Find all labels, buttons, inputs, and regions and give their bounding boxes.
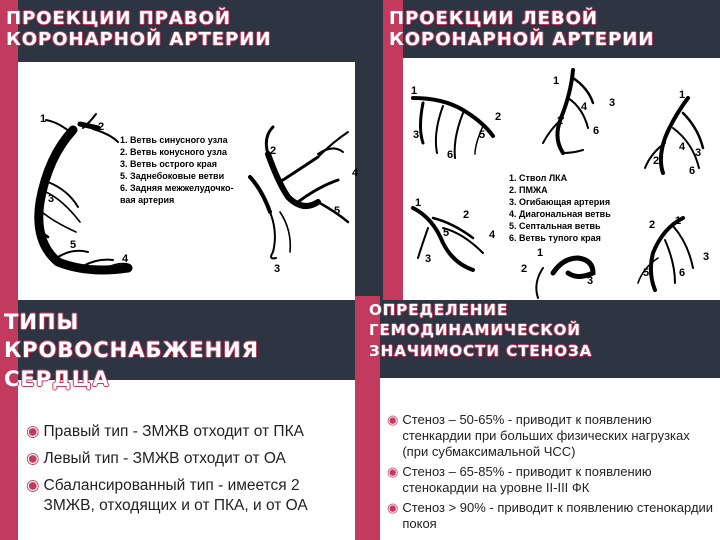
diagram-label: 3 — [413, 129, 420, 141]
legend-item: 1. Ветвь синусного узла — [120, 135, 228, 145]
legend-item: 2. ПМЖА — [509, 185, 548, 195]
legend-item: 5. Заднебоковые ветви — [120, 171, 225, 181]
legend-item: 3. Ветвь острого края — [120, 159, 218, 169]
slide-left-coronary — [383, 0, 720, 300]
diagram-label: 5 — [334, 205, 341, 217]
legend-item: 2. Ветвь конусного узла — [120, 147, 227, 157]
diagram-label: 3 — [703, 251, 710, 263]
list-item — [387, 500, 715, 532]
diagram-label: 2 — [649, 219, 656, 231]
diagram-label: 3 — [274, 263, 281, 275]
diagram-label: 1 — [40, 113, 47, 125]
diagram-label: 2 — [463, 209, 470, 221]
bullet-list — [26, 422, 352, 516]
legend-item: 3. Огибающая артерия — [509, 197, 611, 207]
list-item-text: Стеноз > 90% - приводит к появлению стенокардии покоя — [402, 500, 714, 531]
diagram-label: 6 — [689, 165, 696, 177]
diagram-label: 1 — [679, 89, 686, 101]
legend-item: вая артерия — [120, 195, 175, 205]
slide-title: ПРОЕКЦИИ ПРАВОЙ КОРОНАРНОЙ АРТЕРИИ — [6, 8, 272, 51]
circle-bullet-icon: ◉ — [26, 423, 40, 440]
diagram-label: 5 — [443, 227, 450, 239]
list-item — [26, 449, 352, 469]
diagram-label: 4 — [581, 101, 588, 113]
diagram-label: 4 — [679, 141, 686, 153]
diagram-label: 5 — [643, 267, 650, 279]
legend-item: 1. Ствол ЛКА — [509, 173, 568, 183]
diagram-label: 1 — [415, 197, 422, 209]
legend-item: 6. Ветвь тупого края — [509, 233, 601, 243]
slide-right-coronary — [0, 0, 359, 300]
diagram-label: 2 — [653, 155, 660, 167]
diagram-label: 3 — [48, 193, 55, 205]
slide-title: ОПРЕДЕЛЕНИЕ ГЕМОДИНАМИЧЕСКОЙ ЗНАЧИМОСТИ СТЕНОЗА — [369, 301, 593, 360]
circle-bullet-icon: ◉ — [387, 500, 399, 515]
diagram-label: 4 — [489, 229, 496, 241]
diagram-panel — [18, 62, 359, 300]
diagram-label: 1 — [553, 75, 560, 87]
diagram-label: 2 — [270, 145, 277, 157]
circle-bullet-icon: ◉ — [26, 450, 40, 467]
diagram-label: 3 — [587, 275, 594, 287]
list-item-text: Стеноз – 65-85% - приводит к появлению стенокардии на уровне II-III ФК — [402, 464, 652, 495]
list-item-text: Сбалансированный тип - имеется 2 ЗМЖВ, отходящих и от ПКА, и от ОА — [43, 477, 308, 514]
diagram-label: 3 — [425, 253, 432, 265]
list-item — [26, 422, 352, 442]
diagram-label: 6 — [679, 267, 686, 279]
list-item-text: Стеноз – 50-65% - приводит к появлению стенкардии при больших физических нагрузках (при субмаксимальной ЧСС) — [402, 412, 690, 459]
legend-item: 4. Диагональная ветвь — [509, 209, 611, 219]
slide-title: ТИПЫ КРОВОСНАБЖЕНИЯ СЕРДЦА — [4, 310, 259, 391]
diagram-label: 5 — [479, 129, 486, 141]
lca-legend — [509, 172, 611, 244]
list-item — [387, 464, 715, 496]
slide-stenosis-significance — [355, 296, 720, 540]
circle-bullet-icon: ◉ — [387, 412, 399, 427]
diagram-label: 6 — [593, 125, 600, 137]
diagram-label: 1 — [411, 85, 418, 97]
bullet-list — [387, 412, 715, 532]
diagram-label: 2 — [98, 121, 105, 133]
rca-legend — [120, 134, 233, 206]
list-item-text: Правый тип - ЗМЖВ отходит от ПКА — [43, 423, 304, 440]
diagram-label: 5 — [70, 239, 77, 251]
diagram-label: 2 — [495, 111, 502, 123]
list-item — [26, 476, 352, 516]
diagram-panel — [403, 58, 720, 300]
diagram-label: 2 — [557, 115, 564, 127]
circle-bullet-icon: ◉ — [387, 464, 399, 479]
diagram-label: 1 — [675, 215, 682, 227]
diagram-label: 3 — [609, 97, 616, 109]
slide-title: ПРОЕКЦИИ ЛЕВОЙ КОРОНАРНОЙ АРТЕРИИ — [389, 8, 655, 51]
legend-item: 6. Задняя межжелудочко- — [120, 183, 234, 193]
diagram-label: 2 — [521, 263, 528, 275]
diagram-label: 6 — [447, 149, 454, 161]
slide-blood-supply-types — [0, 296, 355, 540]
diagram-label: 4 — [352, 167, 359, 179]
legend-item: 5. Септальная ветвь — [509, 221, 601, 231]
diagram-label: 4 — [122, 253, 129, 265]
list-item — [387, 412, 715, 460]
list-item-text: Левый тип - ЗМЖВ отходит от ОА — [43, 450, 286, 467]
circle-bullet-icon: ◉ — [26, 477, 40, 494]
diagram-label: 1 — [537, 247, 544, 259]
diagram-label: 3 — [695, 147, 702, 159]
